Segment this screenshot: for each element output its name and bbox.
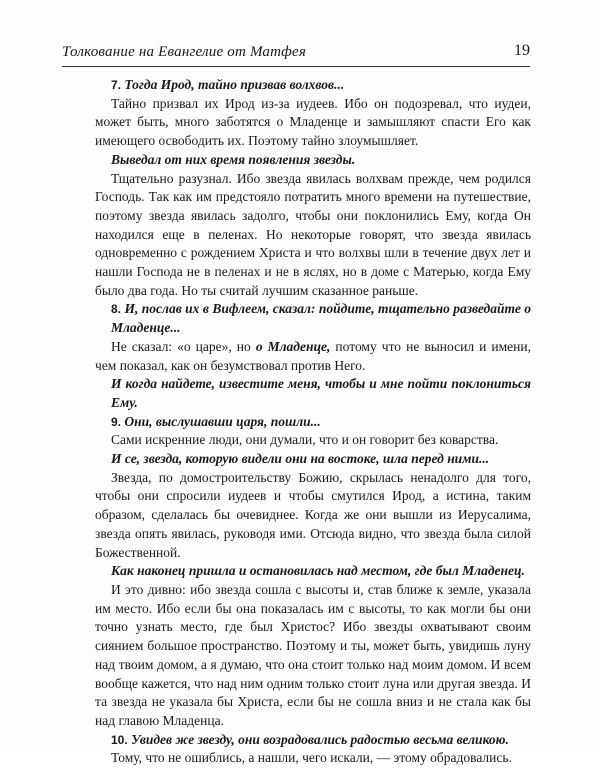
verse-heading bbox=[95, 731, 531, 750]
page-body bbox=[95, 76, 531, 768]
emphasis-text: о Младенце, bbox=[255, 338, 331, 354]
commentary-paragraph bbox=[95, 338, 531, 375]
verse-heading: Как наконец пришла и остановилась над местом, где был Младенец. bbox=[111, 563, 525, 579]
page-number: 19 bbox=[514, 42, 530, 59]
verse-heading: Выведал от них время появления звезды. bbox=[111, 151, 356, 167]
verse-heading: И когда найдете, известите меня, чтобы и мне пойти поклониться Ему. bbox=[111, 376, 531, 410]
running-title: Толкование на Евангелие от Матфея bbox=[62, 44, 307, 60]
commentary-paragraph: Звезда, по домостроительству Божию, скрылась ненадолго для того, чтобы они спросили иудеев и чтобы смутился Ирод, а истина, таким образом, сделалась бы очевиднее. Когда же они вышли из Иерусалима, звезда опять явилась, руководя ими. Отсюда видно, что звезда была силой Божественной. bbox=[95, 469, 531, 560]
verse-number: 10. bbox=[111, 732, 128, 747]
verse-heading bbox=[95, 76, 531, 95]
commentary-paragraph: Тому, что не ошиблись, а нашли, чего искали, — этому обрадовались. bbox=[111, 750, 512, 766]
verse-heading bbox=[95, 413, 531, 432]
verse-heading: И се, звезда, которую видели они на востоке, шла перед ними... bbox=[111, 451, 490, 467]
commentary-paragraph: Тайно призвал их Ирод из-за иудеев. Ибо он подозревал, что иудеи, может быть, много заботятся о Младенце и замышляют спасти Его как имеющего освободить их. Поэтому тайно злоумышляет. bbox=[95, 95, 531, 149]
verse-text: И, послав их в Вифлеем, сказал: пойдите, тщательно разведайте о Младенце... bbox=[111, 301, 532, 336]
commentary-paragraph: И это дивно: ибо звезда сошла с высоты и, став ближе к земле, указала им место. Ибо если бы она показалась им с высоты, то как могли бы они точно узнать место, где был Христос? Ибо звезды охватывают своим сиянием большое пространство. Поэтому и ты, может быть, увидишь луну над твоим домом, а я думаю, что она стоит только над моим домом. И всем вообще кажется, что над ним одним только стоит луна или другая звезда. И та звезда не указала бы Христа, если бы не сошла вниз и не стала как бы над главою Младенца. bbox=[95, 581, 531, 728]
verse-number: 9. bbox=[111, 414, 122, 429]
verse-number: 8. bbox=[111, 302, 122, 317]
verse-heading bbox=[95, 300, 531, 337]
verse-text: Они, выслушавши царя, пошли... bbox=[124, 413, 321, 429]
commentary-paragraph: Тщательно разузнал. Ибо звезда явилась волхвам прежде, чем родился Господь. Так как им предстояло потратить много времени на путешествие, поэтому звезда явилась задолго, чтобы они поклонились Ему, когда Он находился еще в пеленах. Но некоторые говорят, что звезда явилась одновременно с рождением Христа и что волхвы шли в течение двух лет и нашли Господа не в пеленах и не в яслях, но в доме с Матерью, когда Ему было два года. Но ты считай лучшим сказанное раньше. bbox=[95, 170, 531, 298]
running-header bbox=[62, 40, 530, 67]
verse-text: Тогда Ирод, тайно призвав волхвов... bbox=[124, 77, 345, 92]
verse-text: Увидев же звезду, они возрадовались радостью весьма великою. bbox=[131, 731, 509, 747]
commentary-text: потому что не выносил и имени, чем показал, как он безумствовал против Него. bbox=[95, 338, 531, 373]
commentary-text: Не сказал: «о царе», но bbox=[111, 338, 256, 354]
commentary-paragraph: Сами искренние люди, они думали, что и он говорит без коварства. bbox=[111, 432, 499, 448]
verse-number: 7. bbox=[111, 78, 122, 92]
